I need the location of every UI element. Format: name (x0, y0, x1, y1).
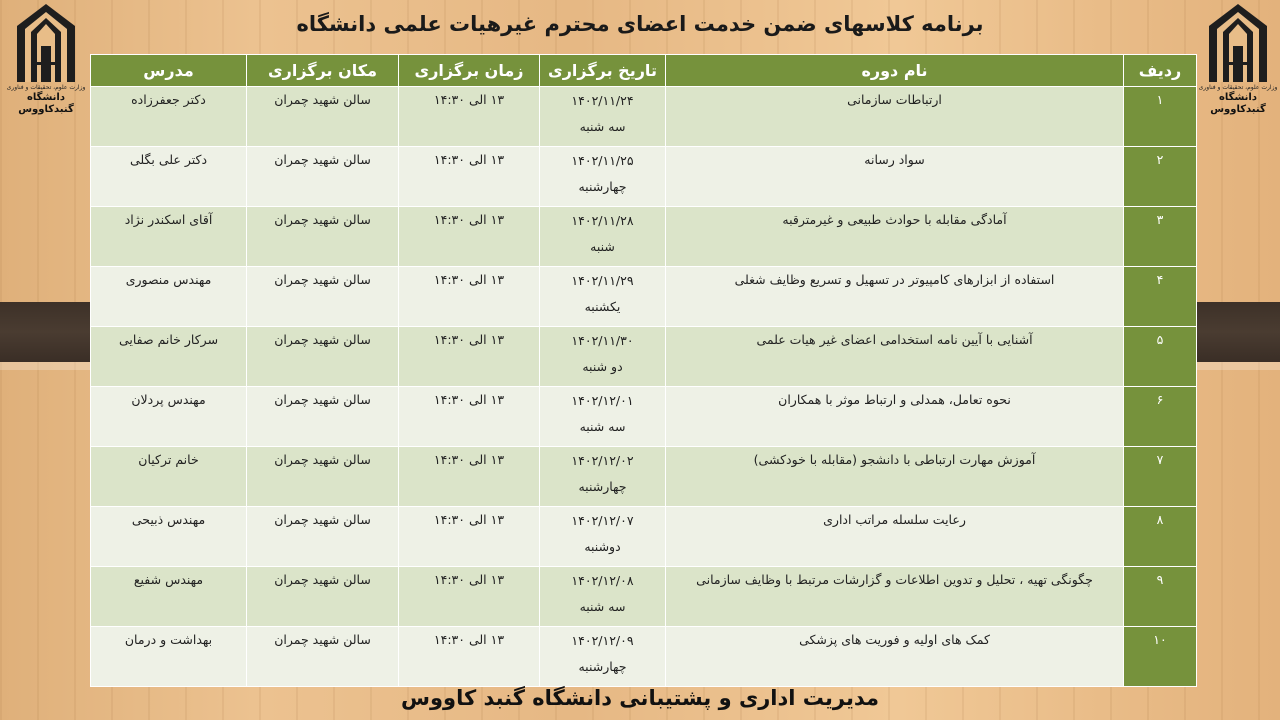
date-text: ۱۴۰۲/۱۱/۳۰ (571, 333, 634, 348)
page-title: برنامه کلاسهای ضمن خدمت اعضای محترم غیرهیات علمی دانشگاه (296, 12, 984, 36)
date-text: ۱۴۰۲/۱۱/۲۴ (571, 93, 634, 108)
university-logo-right (1192, 2, 1280, 115)
cell-course-name: سواد رسانه (666, 147, 1124, 207)
date-text: ۱۴۰۲/۱۲/۰۷ (571, 513, 634, 528)
gate-logo-icon (1203, 2, 1273, 84)
cell-course-name: رعایت سلسله مراتب اداری (666, 507, 1124, 567)
cell-date (540, 267, 666, 327)
logo-caption: دانشگاه گنبدکاووس (18, 92, 74, 115)
schedule-table (90, 54, 1197, 687)
table-row (91, 567, 1197, 627)
cell-time: ۱۳ الی ۱۴:۳۰ (399, 267, 540, 327)
cell-course-name: کمک های اولیه و فوریت های پزشکی (666, 627, 1124, 687)
gate-logo-icon (11, 2, 81, 84)
cell-date (540, 627, 666, 687)
weekday-text: سه شنبه (579, 599, 626, 614)
table-row (91, 627, 1197, 687)
table-row (91, 447, 1197, 507)
cell-teacher: بهداشت و درمان (91, 627, 247, 687)
cell-place: سالن شهید چمران (247, 267, 399, 327)
cell-teacher: مهندس پردلان (91, 387, 247, 447)
cell-time: ۱۳ الی ۱۴:۳۰ (399, 147, 540, 207)
date-text: ۱۴۰۲/۱۲/۰۸ (571, 573, 634, 588)
cell-teacher: خانم ترکیان (91, 447, 247, 507)
cell-place: سالن شهید چمران (247, 507, 399, 567)
table-row (91, 267, 1197, 327)
cell-date (540, 147, 666, 207)
header-time: زمان برگزاری (399, 55, 540, 87)
weekday-text: دو شنبه (582, 359, 623, 374)
weekday-text: شنبه (590, 239, 615, 254)
cell-teacher: مهندس منصوری (91, 267, 247, 327)
cell-place: سالن شهید چمران (247, 387, 399, 447)
weekday-text: سه شنبه (579, 419, 626, 434)
cell-place: سالن شهید چمران (247, 447, 399, 507)
cell-date (540, 387, 666, 447)
weekday-text: دوشنبه (584, 539, 621, 554)
weekday-text: یکشنبه (584, 299, 621, 314)
table-row (91, 507, 1197, 567)
logo-caption: دانشگاه گنبدکاووس (1210, 92, 1266, 115)
date-text: ۱۴۰۲/۱۱/۲۹ (571, 273, 634, 288)
cell-date (540, 327, 666, 387)
cell-course-name: آشنایی با آیین نامه استخدامی اعضای غیر هیات علمی (666, 327, 1124, 387)
cell-row-number: ۵ (1124, 327, 1197, 387)
date-text: ۱۴۰۲/۱۲/۰۱ (571, 393, 634, 408)
cell-teacher: دکتر جعفرزاده (91, 87, 247, 147)
cell-place: سالن شهید چمران (247, 567, 399, 627)
cell-time: ۱۳ الی ۱۴:۳۰ (399, 447, 540, 507)
header-course-name: نام دوره (666, 55, 1124, 87)
cell-course-name: چگونگی تهیه ، تحلیل و تدوین اطلاعات و گزارشات مرتبط با وظایف سازمانی (666, 567, 1124, 627)
table-row (91, 207, 1197, 267)
cell-row-number: ۲ (1124, 147, 1197, 207)
weekday-text: چهارشنبه (578, 179, 627, 194)
university-logo-left (0, 2, 92, 115)
cell-row-number: ۳ (1124, 207, 1197, 267)
footer-text: مدیریت اداری و پشتیبانی دانشگاه گنبد کاووس (400, 686, 879, 710)
date-text: ۱۴۰۲/۱۲/۰۹ (571, 633, 634, 648)
cell-teacher: سرکار خانم صفایی (91, 327, 247, 387)
logo-caption-small: وزارت علوم، تحقیقات و فناوری (1198, 84, 1278, 91)
table-header-row (91, 55, 1197, 87)
header-teacher: مدرس (91, 55, 247, 87)
cell-time: ۱۳ الی ۱۴:۳۰ (399, 87, 540, 147)
cell-row-number: ۱۰ (1124, 627, 1197, 687)
cell-teacher: مهندس شفیع (91, 567, 247, 627)
cell-date (540, 507, 666, 567)
cell-teacher: دکتر علی بگلی (91, 147, 247, 207)
logo-caption-small: وزارت علوم، تحقیقات و فناوری (6, 84, 86, 91)
cell-course-name: آمادگی مقابله با حوادث طبیعی و غیرمترقبه (666, 207, 1124, 267)
cell-row-number: ۶ (1124, 387, 1197, 447)
cell-place: سالن شهید چمران (247, 87, 399, 147)
cell-date (540, 567, 666, 627)
header-place: مکان برگزاری (247, 55, 399, 87)
table-row (91, 87, 1197, 147)
cell-row-number: ۱ (1124, 87, 1197, 147)
cell-teacher: مهندس ذبیحی (91, 507, 247, 567)
cell-row-number: ۴ (1124, 267, 1197, 327)
cell-date (540, 207, 666, 267)
weekday-text: چهارشنبه (578, 479, 627, 494)
cell-place: سالن شهید چمران (247, 627, 399, 687)
date-text: ۱۴۰۲/۱۱/۲۸ (571, 213, 634, 228)
header-row-number: ردیف (1124, 55, 1197, 87)
cell-row-number: ۷ (1124, 447, 1197, 507)
table-row (91, 327, 1197, 387)
cell-teacher: آقای اسکندر نژاد (91, 207, 247, 267)
cell-time: ۱۳ الی ۱۴:۳۰ (399, 207, 540, 267)
cell-place: سالن شهید چمران (247, 147, 399, 207)
cell-row-number: ۸ (1124, 507, 1197, 567)
cell-time: ۱۳ الی ۱۴:۳۰ (399, 387, 540, 447)
cell-time: ۱۳ الی ۱۴:۳۰ (399, 327, 540, 387)
date-text: ۱۴۰۲/۱۱/۲۵ (571, 153, 634, 168)
cell-course-name: آموزش مهارت ارتباطی با دانشجو (مقابله با خودکشی) (666, 447, 1124, 507)
cell-row-number: ۹ (1124, 567, 1197, 627)
cell-place: سالن شهید چمران (247, 327, 399, 387)
cell-date (540, 87, 666, 147)
cell-time: ۱۳ الی ۱۴:۳۰ (399, 627, 540, 687)
cell-course-name: استفاده از ابزارهای کامپیوتر در تسهیل و تسریع وظایف شغلی (666, 267, 1124, 327)
cell-date (540, 447, 666, 507)
cell-time: ۱۳ الی ۱۴:۳۰ (399, 567, 540, 627)
cell-place: سالن شهید چمران (247, 207, 399, 267)
weekday-text: چهارشنبه (578, 659, 627, 674)
header-date: تاریخ برگزاری (540, 55, 666, 87)
table-row (91, 147, 1197, 207)
date-text: ۱۴۰۲/۱۲/۰۲ (571, 453, 634, 468)
weekday-text: سه شنبه (579, 119, 626, 134)
cell-course-name: ارتباطات سازمانی (666, 87, 1124, 147)
table-row (91, 387, 1197, 447)
cell-time: ۱۳ الی ۱۴:۳۰ (399, 507, 540, 567)
cell-course-name: نحوه تعامل، همدلی و ارتباط موثر با همکاران (666, 387, 1124, 447)
